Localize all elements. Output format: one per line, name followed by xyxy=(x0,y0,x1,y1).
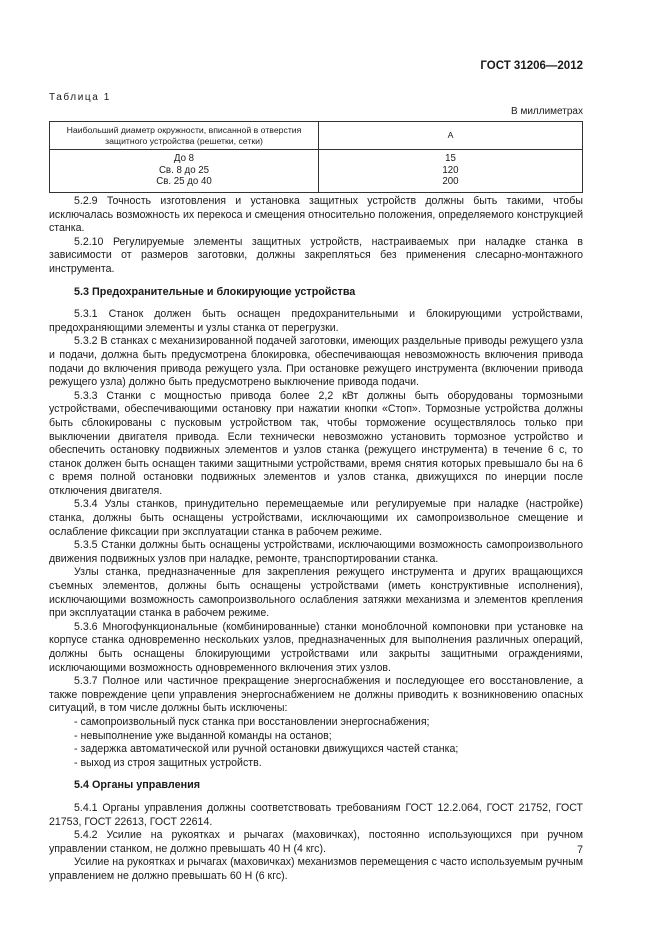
list-item: - задержка автоматической или ручной остановки движущихся частей станка; xyxy=(74,743,459,756)
table-cell: 15 xyxy=(445,153,456,164)
table-cell: До 8 xyxy=(173,153,195,164)
paragraph-5-3-1: 5.3.1 Станок должен быть оснащен предохранительными и блокирующими устройствами, предохраняющими элементы и узлы станка от перегрузки. xyxy=(49,308,583,334)
table-caption: Таблица 1 xyxy=(49,92,111,103)
list-item: - самопроизвольный пуск станка при восстановлении энергоснабжения; xyxy=(74,715,430,728)
paragraph-5-3-5-cont: Узлы станка, предназначенные для закрепления режущего инструмента и других вращающихся съемных элементов, должны быть оснащены устройствами (иметь конструктивные исполнения), исключающими возможность самопроизвольного ослабления затяжки механизма и элементов крепления при эксплуатации станка в рабочем режиме. xyxy=(49,566,583,620)
table-cell-diameters xyxy=(50,150,319,193)
list-item: - невыполнение уже выданной команды на останов; xyxy=(74,729,332,742)
list-item: - выход из строя защитных устройств. xyxy=(74,756,262,769)
table-cell: 200 xyxy=(442,176,459,188)
table-header-a: A xyxy=(319,122,583,150)
table-units: В миллиметрах xyxy=(511,106,583,117)
paragraph-5-3-2: 5.3.2 В станках с механизированной подачей заготовки, имеющих раздельные приводы режущего узла и подачи, должна быть предусмотрена блокировка, обеспечивающая невозможность включения привода подачи до включения привода режущего узла. При остановке режущего инструмента (включении привода режущего узла) должно быть предусмотрено выключение привода подачи. xyxy=(49,335,583,389)
paragraph-5-3-4: 5.3.4 Узлы станков, принудительно перемещаемые или регулируемые при наладке (настройке) станка, должны быть оснащены устройствами, исключающими их самопроизвольное смещение и ослабление фиксации при эксплуатации станка в рабочем режиме. xyxy=(49,498,583,538)
paragraph-5-4-2-cont: Усилие на рукоятках и рычагах (маховичках) механизмов перемещения с часто используемым ручным управлением не должно превышать 60 Н (6 кгс). xyxy=(49,856,583,882)
paragraph-5-3-3: 5.3.3 Станки с мощностью привода более 2,2 кВт должны быть оборудованы тормозными устройствами, обеспечивающими остановку при нажатии кнопки «Стоп». Тормозные устройства должны быть сблокированы с пусковым устройством так, чтобы торможение осуществлялось только при выключении двигателя привода. Если технически невозможно установить тормозное устройство и обеспечить остановку подвижных элементов и узлов станка (режущего инструмента) в течение 6 с, то станок должен быть оснащен такими защитными устройствами, время снятия которых превышало бы на 6 с время полной остановки подвижных элементов и узлов станка, движущихся по инерции после отключения двигателя. xyxy=(49,389,583,497)
paragraph-5-4-1: 5.4.1 Органы управления должны соответствовать требованиям ГОСТ 12.2.064, ГОСТ 21752, ГОСТ 21753, ГОСТ 22613, ГОСТ 22614. xyxy=(49,801,583,828)
table-row xyxy=(50,150,583,193)
paragraph-5-3-6: 5.3.6 Многофункциональные (комбинированные) станки моноблочной компоновки при установке на корпусе станка одновременно нескольких узлов, предназначенных для выполнения различных операций, должны быть оснащены блокирующими устройствами или закрыты защитными ограждениями, исключающими возможность одновременного включения этих узлов. xyxy=(49,620,583,674)
paragraph-5-3-5: 5.3.5 Станки должны быть оснащены устройствами, исключающими возможность самопроизвольного движения подвижных узлов при наладке, ремонте, транспортировании станка. xyxy=(49,539,583,565)
table-cell: Св. 8 до 25 xyxy=(158,164,210,176)
diameter-table xyxy=(49,121,583,193)
paragraph-5-2-10: 5.2.10 Регулируемые элементы защитных устройств, настраиваемых при наладке станка в зависимости от размеров заготовки, должны закрепляться без применения слесарно-монтажного инструмента. xyxy=(49,235,583,275)
paragraph-5-2-9: 5.2.9 Точность изготовления и установка защитных устройств должны быть такими, чтобы исключалась возможность их перекоса и смещения относительно положения, определяемого конструкцией станка. xyxy=(49,195,583,235)
section-heading-5-4: 5.4 Органы управления xyxy=(74,779,201,792)
paragraph-5-4-2: 5.4.2 Усилие на рукоятках и рычагах (маховичках), постоянно использующихся при ручном управлении станком, не должно превышать 40 Н (4 кгс). xyxy=(49,829,583,855)
document-code: ГОСТ 31206—2012 xyxy=(480,60,583,72)
page-number: 7 xyxy=(577,844,583,856)
table-cell-a-values xyxy=(319,150,583,193)
table-cell: 120 xyxy=(442,164,459,176)
paragraph-5-3-7: 5.3.7 Полное или частичное прекращение энергоснабжения и последующее его восстановление, а также повреждение цепи управления энергоснабжением не должны приводить к возникновению опасных ситуаций, в том числе должны быть исключены: xyxy=(49,675,583,715)
table-cell: Св. 25 до 40 xyxy=(156,176,212,188)
table-header-row xyxy=(50,122,583,150)
section-heading-5-3: 5.3 Предохранительные и блокирующие устройства xyxy=(74,285,356,298)
document-body xyxy=(49,195,583,884)
table-header-diameter: Наибольший диаметр окружности, вписанной в отверстия защитного устройства (решетки, сетки) xyxy=(50,122,319,150)
